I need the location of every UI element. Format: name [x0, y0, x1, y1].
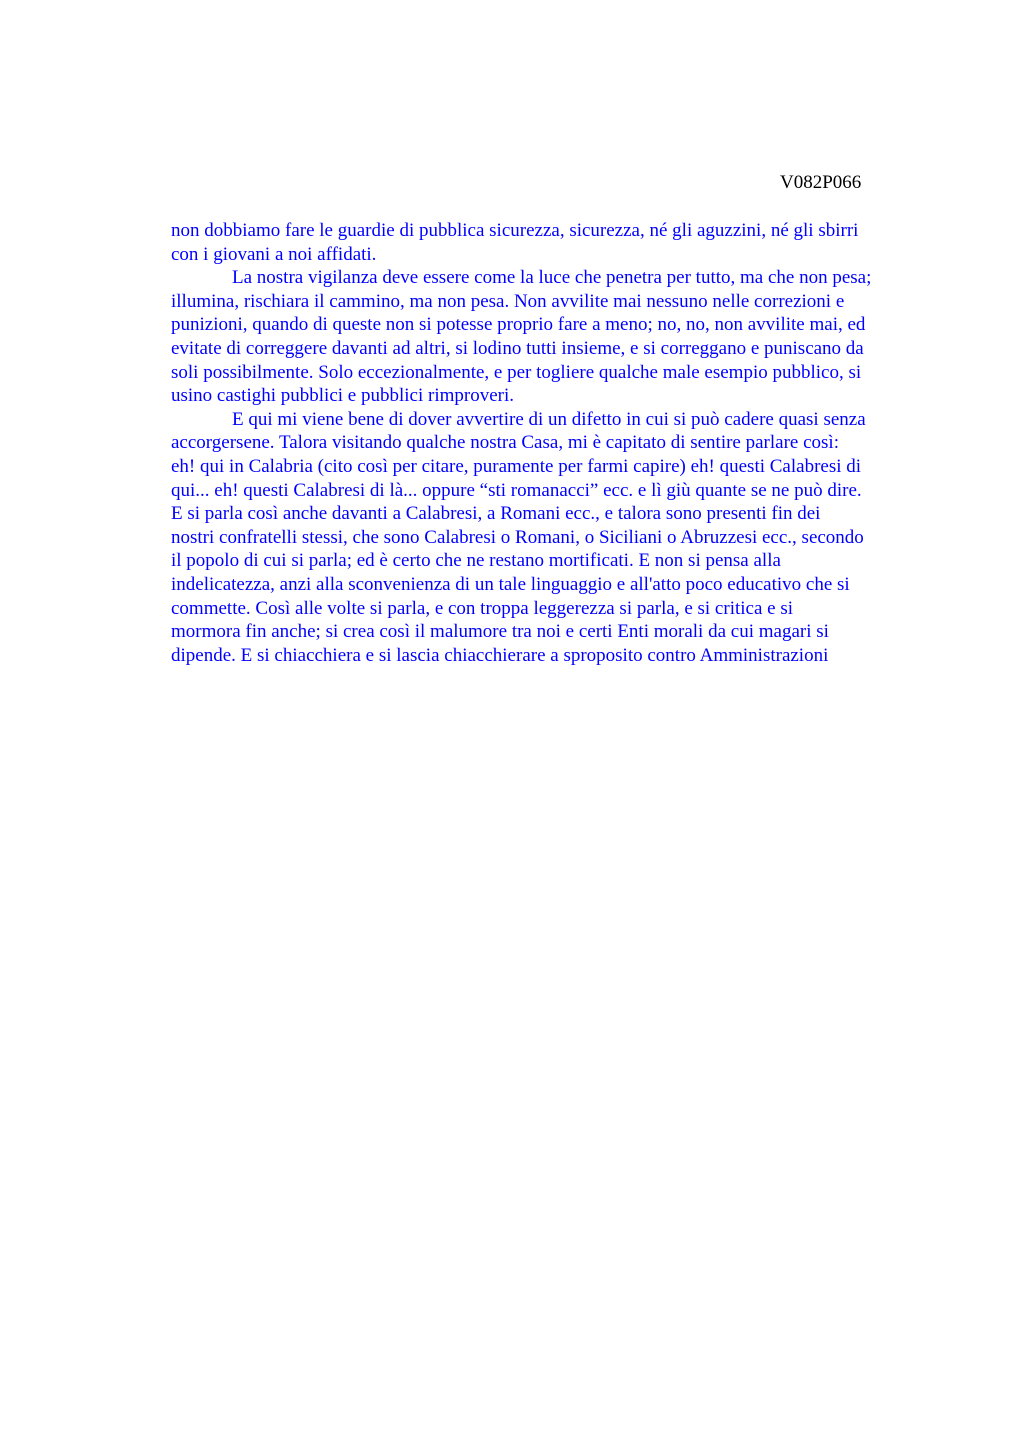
text-line: commette. Così alle volte si parla, e con troppa leggerezza si parla, e si critica e si — [171, 597, 793, 619]
paragraph-start-line: E qui mi viene bene di dover avvertire di un difetto in cui si può cadere quasi senza — [232, 408, 866, 430]
text-line: con i giovani a noi affidati. — [171, 243, 377, 265]
text-line: dipende. E si chiacchiera e si lascia chiacchierare a sproposito contro Amministrazioni — [171, 644, 829, 666]
text-line: il popolo di cui si parla; ed è certo che ne restano mortificati. E non si pensa alla — [171, 550, 781, 572]
text-line: accorgersene. Talora visitando qualche nostra Casa, mi è capitato di sentire parlare così: — [171, 432, 839, 454]
text-line: non dobbiamo fare le guardie di pubblica sicurezza, sicurezza, né gli aguzzini, né gli sbirri — [171, 220, 859, 241]
text-line: indelicatezza, anzi alla sconvenienza di un tale linguaggio e all'atto poco educativo che si — [171, 573, 850, 595]
text-line: punizioni, quando di queste non si potesse proprio fare a meno; no, no, non avvilite mai, ed — [171, 314, 866, 336]
text-line: eh! qui in Calabria (cito così per citare, puramente per farmi capire) eh! questi Calabresi di — [171, 455, 862, 477]
text-line: soli possibilmente. Solo eccezionalmente, e per togliere qualche male esempio pubblico, si — [171, 361, 862, 383]
paragraph-start-line: La nostra vigilanza deve essere come la luce che penetra per tutto, ma che non pesa; — [232, 267, 872, 289]
text-line: nostri confratelli stessi, che sono Calabresi o Romani, o Siciliani o Abruzzesi ecc., secondo — [171, 526, 864, 548]
text-line: usino castighi pubblici e pubblici rimproveri. — [171, 385, 514, 407]
text-line: illumina, rischiara il cammino, ma non pesa. Non avvilite mai nessuno nelle correzioni e — [171, 290, 845, 312]
page-identifier: V082P066 — [780, 172, 862, 193]
text-line: E si parla così anche davanti a Calabresi, a Romani ecc., e talora sono presenti fin dei — [171, 503, 821, 525]
text-line: mormora fin anche; si crea così il malumore tra noi e certi Enti morali da cui magari si — [171, 621, 829, 643]
text-line: qui... eh! questi Calabresi di là... oppure “sti romanacci” ecc. e lì giù quante se ne può dire. — [171, 479, 862, 501]
body-text — [171, 219, 961, 667]
text-line: evitate di correggere davanti ad altri, si lodino tutti insieme, e si correggano e puniscano da — [171, 337, 864, 359]
